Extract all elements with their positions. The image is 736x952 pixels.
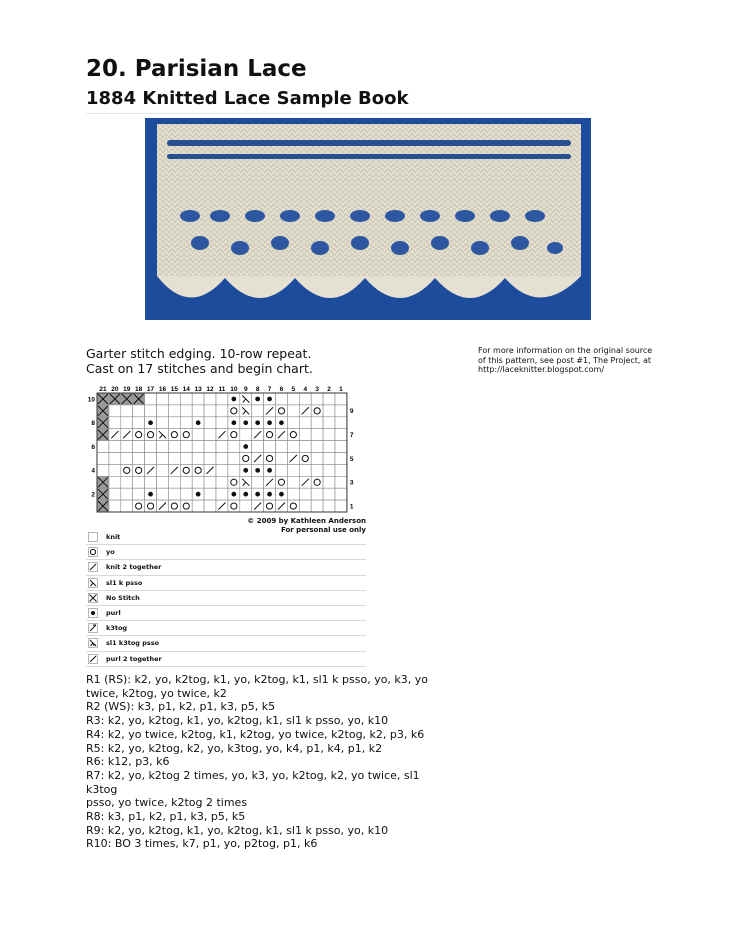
chart-cell (299, 464, 311, 476)
chart-cell (216, 488, 228, 500)
chart-cell (323, 476, 335, 488)
chart-cell (192, 464, 204, 476)
chart-column-number: 20 (111, 386, 119, 393)
chart-cell (240, 500, 252, 512)
lace-sample-photo (145, 118, 591, 320)
chart-cell (299, 488, 311, 500)
chart-cell (299, 453, 311, 465)
instruction-line: R3: k2, yo, k2tog, k1, yo, k2tog, k1, sl1 k psso, yo, k10 (86, 714, 389, 728)
chart-cell (180, 488, 192, 500)
chart-cell (228, 500, 240, 512)
chart-row-number: 4 (91, 467, 95, 475)
chart-column-number: 1 (339, 386, 343, 393)
chart-cell (133, 476, 145, 488)
chart-cell (121, 453, 133, 465)
chart-cell (180, 476, 192, 488)
chart-cell (228, 464, 240, 476)
chart-cell (133, 500, 145, 512)
chart-row-number: 6 (91, 443, 95, 451)
legend-label: purl 2 together (106, 654, 162, 663)
chart-cell (121, 405, 133, 417)
chart-cell (299, 441, 311, 453)
chart-cell (323, 464, 335, 476)
chart-cell (204, 500, 216, 512)
chart-row-number: 5 (349, 455, 354, 463)
chart-cell (157, 429, 169, 441)
chart-cell (240, 488, 252, 500)
chart-cell (204, 453, 216, 465)
chart-cell (228, 453, 240, 465)
no-stitch-icon (88, 593, 98, 603)
chart-cell (323, 500, 335, 512)
chart-cell (228, 429, 240, 441)
page-title: 20. Parisian Lace (86, 56, 307, 82)
chart-cell (276, 464, 288, 476)
chart-cell (192, 476, 204, 488)
chart-cell (252, 453, 264, 465)
chart-cell (299, 393, 311, 405)
legend-label: No Stitch (106, 593, 140, 602)
chart-cell (157, 488, 169, 500)
chart-cell (157, 464, 169, 476)
chart-column-number: 18 (135, 386, 143, 393)
chart-cell (204, 441, 216, 453)
chart-cell (335, 476, 347, 488)
chart-cell (109, 441, 121, 453)
chart-cell (97, 500, 109, 512)
chart-cell (252, 441, 264, 453)
legend-label: k3tog (106, 624, 128, 633)
chart-column-number: 11 (218, 386, 226, 393)
chart-cell (180, 393, 192, 405)
title-divider (86, 113, 586, 114)
chart-cell (287, 417, 299, 429)
chart-column-number: 16 (158, 386, 167, 393)
chart-cell (276, 441, 288, 453)
chart-cell (228, 488, 240, 500)
page-subtitle: 1884 Knitted Lace Sample Book (86, 88, 409, 109)
chart-cell (323, 441, 335, 453)
chart-cell (145, 393, 157, 405)
chart-column-number: 8 (255, 386, 260, 393)
chart-cell (180, 429, 192, 441)
chart-cell (192, 453, 204, 465)
legend-label: purl (106, 608, 121, 617)
chart-cell (216, 417, 228, 429)
chart-column-number: 9 (243, 386, 248, 393)
chart-cell (157, 500, 169, 512)
chart-row-number: 9 (349, 408, 354, 416)
chart-cell (264, 417, 276, 429)
chart-cell (252, 429, 264, 441)
chart-column-number: 6 (279, 386, 284, 393)
chart-cell (180, 453, 192, 465)
blank-square-icon (88, 532, 98, 542)
chart-cell (192, 405, 204, 417)
instruction-line: R1 (RS): k2, yo, k2tog, k1, yo, k2tog, k1, sl1 k psso, yo, k3, yo (86, 673, 429, 686)
chart-cell (287, 405, 299, 417)
chart-cell (240, 429, 252, 441)
chart-cell (204, 405, 216, 417)
chart-cell (180, 441, 192, 453)
chart-cell (264, 393, 276, 405)
chart-cell (276, 393, 288, 405)
chart-cell (97, 441, 109, 453)
chart-cell (228, 405, 240, 417)
chart-cell (204, 429, 216, 441)
chart-cell (168, 500, 180, 512)
legend-label: sl1 k3tog psso (106, 639, 160, 648)
chart-cell (276, 405, 288, 417)
chart-cell (109, 464, 121, 476)
chart-cell (240, 464, 252, 476)
k3tog-icon (88, 623, 98, 633)
chart-cell (157, 417, 169, 429)
chart-cell (240, 405, 252, 417)
chart-cell (97, 476, 109, 488)
chart-cell (109, 488, 121, 500)
chart-cell (287, 453, 299, 465)
instruction-line: R8: k3, p1, k2, p1, k3, p5, k5 (86, 810, 246, 824)
sl1-psso-icon (88, 578, 98, 588)
chart-cell (299, 500, 311, 512)
chart-cell (168, 393, 180, 405)
instruction-line: psso, yo twice, k2tog 2 times (86, 796, 248, 810)
chart-cell (168, 441, 180, 453)
legend-label: sl1 k psso (106, 578, 143, 587)
source-note (478, 346, 668, 375)
chart-cell (287, 441, 299, 453)
chart-cell (145, 405, 157, 417)
chart-cell (335, 405, 347, 417)
chart-cell (323, 405, 335, 417)
chart-cell (133, 417, 145, 429)
chart-cell (228, 417, 240, 429)
legend-item (86, 606, 366, 621)
chart-row-number: 10 (87, 396, 95, 404)
legend-label: knit 2 together (106, 563, 162, 572)
chart-cell (97, 405, 109, 417)
chart-cell (97, 393, 109, 405)
chart-cell (335, 393, 347, 405)
chart-column-number: 14 (182, 386, 190, 393)
instruction-line: R2 (WS): k3, p1, k2, p1, k3, p5, k5 (86, 700, 276, 714)
intro-line: Garter stitch edging. 10-row repeat. (86, 346, 312, 361)
instruction-line: twice, k2tog, yo twice, k2 (86, 686, 227, 700)
chart-cell (252, 476, 264, 488)
chart-cell (204, 464, 216, 476)
chart-cell (157, 476, 169, 488)
chart-copyright: © 2009 by Kathleen Anderson (247, 517, 366, 525)
chart-row-number: 7 (349, 432, 354, 440)
chart-cell (335, 441, 347, 453)
chart-cell (323, 488, 335, 500)
chart-cell (264, 488, 276, 500)
chart-cell (192, 429, 204, 441)
chart-cell (287, 393, 299, 405)
chart-cell (216, 500, 228, 512)
chart-cell (109, 405, 121, 417)
chart-cell (121, 441, 133, 453)
chart-column-number: 7 (267, 386, 272, 393)
sl1-k3tog-psso-icon (88, 638, 98, 648)
instruction-line: R4: k2, yo twice, k2tog, k1, k2tog, yo twice, k2tog, k2, p3, k6 (86, 727, 425, 741)
chart-cell (287, 429, 299, 441)
chart-cell (311, 405, 323, 417)
chart-cell (204, 476, 216, 488)
chart-row-number: 3 (349, 479, 354, 487)
legend-item (86, 652, 366, 667)
chart-cell (121, 500, 133, 512)
chart-cell (311, 429, 323, 441)
chart-cell (335, 500, 347, 512)
chart-cell (299, 417, 311, 429)
chart-cell (240, 393, 252, 405)
chart-cell (276, 453, 288, 465)
legend-item (86, 636, 366, 651)
chart-cell (287, 464, 299, 476)
chart-cell (264, 441, 276, 453)
chart-cell (168, 488, 180, 500)
yo-circle-icon (88, 547, 98, 557)
chart-cell (145, 500, 157, 512)
chart-cell (145, 488, 157, 500)
chart-cell (121, 393, 133, 405)
chart-cell (157, 393, 169, 405)
chart-cell (180, 500, 192, 512)
chart-cell (145, 453, 157, 465)
chart-cell (168, 476, 180, 488)
chart-cell (276, 500, 288, 512)
chart-cell (121, 464, 133, 476)
chart-cell (180, 464, 192, 476)
chart-cell (240, 441, 252, 453)
chart-cell (228, 393, 240, 405)
chart-cell (335, 453, 347, 465)
chart-column-number: 19 (123, 386, 131, 393)
chart-cell (276, 429, 288, 441)
chart-cell (121, 417, 133, 429)
chart-cell (299, 476, 311, 488)
chart-column-number: 3 (315, 386, 319, 393)
chart-cell (133, 393, 145, 405)
intro-line: Cast on 17 stitches and begin chart. (86, 361, 313, 376)
chart-cell (192, 488, 204, 500)
chart-cell (133, 453, 145, 465)
k2tog-slash-icon (88, 562, 98, 572)
chart-cell (264, 429, 276, 441)
chart-cell (311, 453, 323, 465)
chart-cell (97, 488, 109, 500)
legend-label: yo (106, 548, 115, 557)
chart-cell (145, 476, 157, 488)
chart-cell (323, 393, 335, 405)
instruction-line: R9: k2, yo, k2tog, k1, yo, k2tog, k1, sl1 k psso, yo, k10 (86, 823, 389, 837)
chart-cell (109, 417, 121, 429)
chart-column-number: 10 (230, 386, 238, 393)
chart-cell (335, 429, 347, 441)
legend-item (86, 576, 366, 591)
chart-cell (252, 393, 264, 405)
chart-cell (145, 417, 157, 429)
chart-cell (335, 417, 347, 429)
chart-cell (252, 464, 264, 476)
legend-item (86, 545, 366, 560)
source-note-line: of this pattern, see post #1, The Project, at (478, 355, 652, 365)
chart-cell (168, 464, 180, 476)
chart-column-number: 21 (99, 386, 107, 393)
chart-cell (276, 417, 288, 429)
chart-legend (86, 530, 366, 667)
chart-cell (168, 417, 180, 429)
chart-cell (109, 393, 121, 405)
chart-cell (252, 417, 264, 429)
chart-cell (276, 476, 288, 488)
legend-item (86, 530, 366, 545)
chart-cell (216, 441, 228, 453)
chart-cell (299, 429, 311, 441)
chart-cell (168, 453, 180, 465)
chart-cell (287, 476, 299, 488)
chart-cell (240, 417, 252, 429)
chart-cell (228, 441, 240, 453)
chart-cell (192, 441, 204, 453)
chart-cell (252, 405, 264, 417)
chart-cell (240, 453, 252, 465)
chart-cell (335, 464, 347, 476)
chart-cell (216, 405, 228, 417)
chart-cell (109, 429, 121, 441)
chart-cell (335, 488, 347, 500)
chart-cell (121, 429, 133, 441)
chart-column-number: 13 (194, 386, 202, 393)
chart-cell (109, 476, 121, 488)
chart-cell (299, 405, 311, 417)
chart-cell (97, 453, 109, 465)
chart-cell (216, 476, 228, 488)
chart-cell (264, 453, 276, 465)
chart-cell (216, 393, 228, 405)
legend-label: knit (106, 533, 121, 541)
chart-cell (192, 393, 204, 405)
chart-cell (180, 405, 192, 417)
chart-cell (97, 464, 109, 476)
chart-cell (228, 476, 240, 488)
chart-cell (157, 441, 169, 453)
chart-cell (311, 441, 323, 453)
chart-cell (145, 441, 157, 453)
chart-cell (252, 488, 264, 500)
chart-cell (192, 417, 204, 429)
chart-cell (264, 476, 276, 488)
chart-cell (133, 405, 145, 417)
chart-cell (145, 429, 157, 441)
chart-cell (121, 476, 133, 488)
chart-cell (180, 417, 192, 429)
chart-cell (97, 417, 109, 429)
chart-cell (121, 488, 133, 500)
instruction-line: R7: k2, yo, k2tog 2 times, yo, k3, yo, k2tog, k2, yo twice, sl1 k3tog (86, 768, 420, 796)
chart-column-number: 4 (303, 386, 308, 393)
chart-cell (287, 500, 299, 512)
legend-item (86, 591, 366, 606)
chart-cell (276, 488, 288, 500)
chart-column-number: 2 (327, 386, 331, 393)
chart-cell (323, 417, 335, 429)
source-note-line: For more information on the original source (478, 346, 653, 355)
chart-cell (264, 405, 276, 417)
chart-cell (311, 500, 323, 512)
chart-cell (133, 441, 145, 453)
purl-dot-icon (88, 608, 98, 618)
p2tog-icon (88, 654, 98, 664)
chart-column-number: 15 (170, 386, 178, 393)
chart-cell (311, 417, 323, 429)
chart-row-number: 8 (91, 420, 95, 428)
chart-cell (133, 464, 145, 476)
chart-cell (157, 453, 169, 465)
chart-cell (323, 453, 335, 465)
chart-cell (168, 429, 180, 441)
chart-cell (216, 464, 228, 476)
chart-cell (216, 453, 228, 465)
chart-column-number: 17 (146, 386, 155, 393)
chart-row-number: 1 (349, 503, 354, 511)
chart-cell (204, 393, 216, 405)
chart-cell (287, 488, 299, 500)
chart-cell (145, 464, 157, 476)
instruction-line: R10: BO 3 times, k7, p1, yo, p2tog, p1, k6 (86, 837, 318, 851)
chart-cell (323, 429, 335, 441)
row-instructions (86, 673, 446, 851)
chart-cell (109, 453, 121, 465)
chart-cell (133, 429, 145, 441)
chart-cell (109, 500, 121, 512)
chart-cell (264, 500, 276, 512)
instruction-line: R5: k2, yo, k2tog, k2, yo, k3tog, yo, k4, p1, k4, p1, k2 (86, 741, 383, 755)
instruction-line: R6: k12, p3, k6 (86, 755, 170, 769)
chart-cell (204, 488, 216, 500)
chart-cell (192, 500, 204, 512)
chart-cell (311, 464, 323, 476)
chart-usage-note: For personal use only (280, 526, 366, 534)
chart-cell (133, 488, 145, 500)
chart-cell (157, 405, 169, 417)
chart-column-number: 12 (206, 386, 214, 393)
chart-cell (311, 476, 323, 488)
chart-row-number: 2 (91, 491, 95, 499)
intro-text (86, 346, 313, 376)
legend-item (86, 621, 366, 636)
chart-cell (311, 393, 323, 405)
source-note-line: http://laceknitter.blogspot.com/ (478, 365, 605, 375)
chart-cell (204, 417, 216, 429)
chart-column-number: 5 (291, 386, 296, 393)
legend-item (86, 560, 366, 575)
chart-cell (97, 429, 109, 441)
chart-cell (311, 488, 323, 500)
chart-cell (252, 500, 264, 512)
chart-cell (216, 429, 228, 441)
chart-cell (168, 405, 180, 417)
knitting-chart (86, 383, 371, 518)
chart-cell (240, 476, 252, 488)
chart-cell (264, 464, 276, 476)
